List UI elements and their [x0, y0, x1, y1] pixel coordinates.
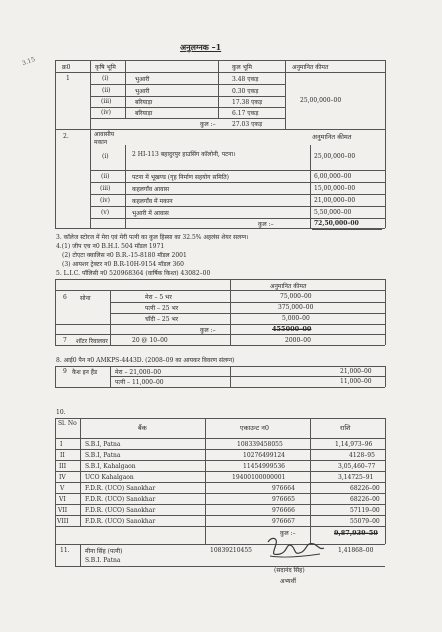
s5-lic-line: 5. L.I.C. पॉलिसी न0 520968364 (वार्षिक किश्त) 43082–00	[56, 270, 211, 277]
s2-total-label: कुल :–	[258, 221, 274, 228]
s10-header-amount: राशि	[340, 424, 351, 432]
s2-item-num: (i)	[102, 153, 109, 160]
s6-item-desc: चाँदी – 25 भर	[145, 316, 179, 323]
s8-pan-line: 8. आई0 पैन न0 AMKPS-4443D. (2008–09 का आयकर विवरण संलग्न)	[56, 357, 235, 364]
margin-note: 3.15	[21, 55, 37, 68]
s9-item-value: 11,000–00	[340, 378, 372, 385]
s2-item-value: 5,50,000–00	[314, 209, 352, 216]
s11-amount: 1,41868–00	[338, 547, 374, 554]
s2-item-desc: कहलगाँव में मकान	[132, 198, 173, 205]
s7-label: शॉटर रिवालवर	[76, 338, 108, 345]
s1-value: 25,00,000–00	[300, 97, 342, 104]
bank-cell: F.D.R. (UCO) Sanokhar	[85, 485, 156, 492]
sl-cell: I	[60, 441, 63, 448]
s6-item-value: 375,000–00	[278, 304, 314, 311]
s2-total-value: 72,50,000–00	[314, 220, 359, 227]
sl-cell: VIII	[57, 518, 69, 525]
s2-label: आवासीय मकान	[94, 131, 115, 146]
s7-num: 7	[63, 337, 67, 344]
signature-mark	[262, 532, 328, 562]
account-cell: 976667	[272, 518, 295, 525]
amount-cell: 4128–95	[349, 452, 375, 459]
s2-item-desc: 2 HI-113 बहादुरपुर हाउसिंग कॉलोनी, पटना।	[132, 151, 236, 158]
s9-label: कैश इन हैंड	[72, 369, 98, 376]
sl-cell: II	[60, 452, 65, 459]
s1-item-place: बरियाड़ा	[135, 99, 153, 106]
account-cell: 10276499124	[243, 452, 285, 459]
s2-item-num: (ii)	[101, 173, 110, 180]
s11-name: मीना सिंह (पत्नी)	[85, 548, 123, 555]
s1-total-label: कुल :–	[200, 121, 216, 128]
bank-cell: S.B.I, Patna	[85, 441, 121, 448]
s1-row-num: 1	[66, 75, 70, 82]
s4-item-3: (3) आयशर ट्रेक्टर न0 B.R-10H-9154 मॉडल 360	[62, 261, 184, 268]
s2-item-num: (iv)	[100, 197, 110, 204]
s1-header-land: कृषि भूमि	[95, 64, 116, 71]
account-cell: 976665	[272, 496, 295, 503]
s1-item-num: (i)	[102, 75, 109, 82]
s6-total-label: कुल :–	[200, 327, 216, 334]
bank-cell: F.D.R. (UCO) Sanokhar	[85, 496, 156, 503]
amount-cell: 1,14,973–96	[335, 441, 373, 448]
amount-cell: 3,14725–91	[338, 474, 374, 481]
page-title: अनुलग्नक –1	[180, 42, 222, 52]
sl-cell: IV	[59, 474, 66, 481]
s1-item-area: 6.17 एकड़	[232, 110, 259, 117]
s1-item-place: भुआरी	[135, 88, 150, 95]
s2-item-value: 25,00,000–00	[314, 153, 356, 160]
s1-item-area: 0.30 एकड़	[232, 88, 259, 95]
account-cell: 976664	[272, 485, 295, 492]
s3-line: 3. कॉलेज स्टोरज में मेरा एवं मेरी पत्नी का कुल हिस्सा का 32.5% अहलंस शेयर सलग्न।	[56, 234, 249, 241]
amount-cell: 55079–00	[350, 518, 380, 525]
s1-total-area: 27.03 एकड़	[232, 121, 263, 128]
s1-item-num: (iii)	[101, 98, 112, 105]
s1-item-num: (iv)	[101, 109, 111, 116]
s1-item-place: भुआरी	[135, 76, 150, 83]
bank-cell: UCO Kahalgaon	[85, 474, 134, 481]
s2-item-num: (v)	[101, 209, 110, 216]
signatory-role: अभ्यर्थी	[280, 578, 296, 585]
s6-item-desc: पत्नी – 25 भर	[145, 305, 179, 312]
s6-item-value: 5,000–00	[282, 315, 310, 322]
s9-num: 9	[63, 368, 67, 375]
s1-item-area: 17.38 एकड़	[232, 99, 263, 106]
account-cell: 976666	[272, 507, 295, 514]
s1-item-area: 3.48 एकड़	[232, 76, 259, 83]
s2-item-desc: भुआरी में आवास	[132, 210, 169, 217]
s2-item-desc: कहलगाँव आवास	[132, 186, 170, 193]
s6-item-value: 75,000–00	[280, 293, 312, 300]
s6-item-desc: मेरा – 5 भर	[145, 294, 172, 301]
account-cell: 108339458055	[237, 441, 283, 448]
s10-header-bank: बैंक	[138, 424, 147, 432]
s7-value: 2000–00	[285, 337, 311, 344]
s2-item-num: (iii)	[100, 185, 111, 192]
s6-num: 6	[63, 294, 67, 301]
s11-num: 11.	[60, 547, 70, 554]
amount-cell: 68226–00	[350, 496, 380, 503]
bank-cell: F.D.R. (UCO) Sanokhar	[85, 507, 156, 514]
sl-cell: VII	[58, 507, 68, 514]
bank-cell: S.B.I, Kahalgaon	[85, 463, 136, 470]
s2-item-value: 6,00,000–00	[314, 173, 352, 180]
signatory-name: (सदानंद सिंह)	[274, 567, 305, 574]
s2-item-value: 15,00,000–00	[314, 185, 356, 192]
s10-header-account: एकाउन्ट न0	[240, 424, 269, 432]
s10-total-label: कुल :–	[280, 530, 296, 537]
s1-header-total: कुल भूमि	[232, 64, 252, 71]
s9-item-desc: मेरा – 21,000–00	[115, 369, 162, 376]
sl-cell: VI	[59, 496, 66, 503]
s2-num: 2.	[63, 133, 69, 140]
s2-item-desc: पटना में भूखण्ड (गृह निर्माण सहयोग समिति)	[132, 174, 229, 181]
s6-label: सोना	[80, 295, 91, 302]
s6-total-value: 455000–00	[272, 325, 312, 333]
s10-total-value: 9,87,939–59	[334, 529, 378, 537]
s11-account: 10839210455	[210, 547, 252, 554]
s1-header-value: अनुमानित कीमत	[292, 64, 329, 71]
s4-item-1: 4.(1) जीप एच न0 B.H.I. 504 मॉडल 1971	[56, 243, 165, 250]
s2-item-value: 21,00,000–00	[314, 197, 356, 204]
amount-cell: 68226–00	[350, 485, 380, 492]
s7-desc: 20 @ 10–00	[132, 337, 168, 344]
s4-item-2: (2) टोएटा क्वालिस न0 B.R.-15-8180 मॉडल 2001	[62, 252, 187, 259]
bank-cell: S.B.I, Patna	[85, 452, 121, 459]
account-cell: 11454999536	[243, 463, 285, 470]
s10-num: 10.	[56, 409, 66, 416]
account-cell: 19400100000001	[232, 474, 286, 481]
s10-header-sl: Sl. No	[58, 420, 77, 427]
s1-header-sl: क्र0	[62, 64, 71, 71]
s1-item-place: बरियाड़ा	[135, 110, 153, 117]
amount-cell: 3,05,460–77	[338, 463, 376, 470]
s6-header-value: अनुमानित कीमत	[270, 283, 307, 290]
s2-header-value: अनुमानित कीमत	[312, 133, 352, 141]
s9-item-value: 21,000–00	[340, 368, 372, 375]
sl-cell: V	[60, 485, 65, 492]
amount-cell: 57119–00	[350, 507, 380, 514]
s11-bank: S.B.I. Patna	[85, 557, 121, 564]
s9-item-desc: पत्नी – 11,000–00	[115, 379, 164, 386]
sl-cell: III	[59, 463, 67, 470]
bank-cell: F.D.R. (UCO) Sanokhar	[85, 518, 156, 525]
s1-item-num: (ii)	[102, 87, 111, 94]
